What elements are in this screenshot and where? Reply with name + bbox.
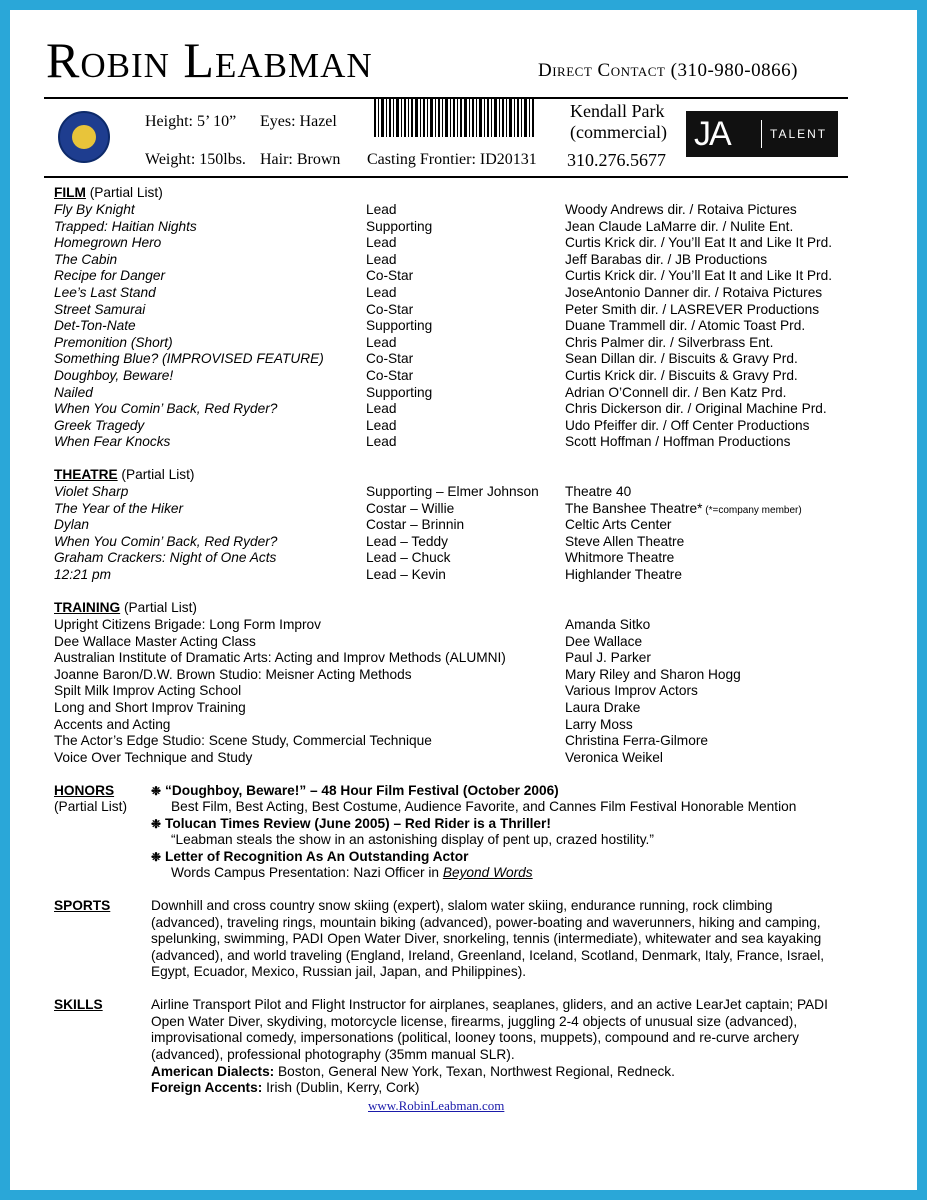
- film-credit: Jean Claude LaMarre dir. / Nulite Ent.: [565, 218, 794, 234]
- film-role: Lead: [366, 334, 397, 350]
- training-course: The Actor’s Edge Studio: Scene Study, Commercial Technique: [54, 733, 432, 749]
- agency-type: (commercial): [570, 122, 667, 142]
- training-teacher: Paul J. Parker: [565, 650, 651, 666]
- film-title: The Cabin: [54, 251, 118, 267]
- film-role: Lead: [366, 417, 397, 433]
- film-credit: Scott Hoffman / Hoffman Productions: [565, 434, 791, 450]
- theatre-role: Lead – Kevin: [366, 567, 446, 582]
- film-credit: Woody Andrews dir. / Rotaiva Pictures: [565, 202, 797, 217]
- film-credit: Chris Palmer dir. / Silverbrass Ent.: [565, 334, 774, 350]
- film-credit: Duane Trammell dir. / Atomic Toast Prd.: [565, 318, 806, 334]
- film-role: Lead: [366, 285, 397, 300]
- film-title: Greek Tragedy: [54, 417, 145, 433]
- film-credit: Jeff Barabas dir. / JB Productions: [565, 251, 768, 267]
- film-title: Homegrown Hero: [54, 235, 162, 251]
- resume-name: Robin Leabman: [46, 32, 373, 88]
- eyes-stat: Eyes: Hazel: [260, 113, 337, 130]
- honor-2-detail: “Leabman steals the show in an astonishing display of pent up, crazed hostility.”: [171, 832, 654, 847]
- film-role: Co-Star: [366, 351, 414, 367]
- ja-talent-logo: JA TALENT: [686, 111, 838, 157]
- theatre-title: Graham Crackers: Night of One Acts: [54, 550, 277, 566]
- theatre-title: The Year of the Hiker: [54, 500, 184, 516]
- training-course: Voice Over Technique and Study: [54, 749, 253, 765]
- film-role: Lead: [366, 202, 397, 217]
- honor-3: ❉ Letter of Recognition As An Outstanding Actor: [151, 849, 469, 864]
- training-teacher: Laura Drake: [565, 700, 641, 715]
- film-title: When You Comin’ Back, Red Ryder?: [54, 401, 278, 417]
- venue-name: Celtic Arts Center: [565, 517, 672, 533]
- casting-id: Casting Frontier: ID20131: [367, 151, 537, 168]
- film-credit: Curtis Krick dir. / You’ll Eat It and Like It Prd.: [565, 235, 833, 251]
- film-title: Something Blue? (IMPROVISED FEATURE): [54, 351, 324, 367]
- dialects: American Dialects: Boston, General New York, Texan, Northwest Regional, Redneck.: [151, 1064, 675, 1079]
- training-course: Upright Citizens Brigade: Long Form Improv: [54, 617, 322, 632]
- training-teacher: Various Improv Actors: [565, 683, 698, 699]
- sag-seal-icon: [58, 111, 110, 163]
- film-reel-icon: ❉: [151, 817, 162, 831]
- theatre-title: Violet Sharp: [54, 484, 129, 499]
- training-heading: TRAINING (Partial List): [54, 600, 197, 615]
- training-teacher: Larry Moss: [565, 716, 633, 732]
- direct-contact: Direct Contact (310-980-0866): [538, 60, 798, 81]
- honor-3-detail: Words Campus Presentation: Nazi Officer in Beyond Words: [171, 865, 533, 880]
- film-role: Co-Star: [366, 301, 414, 317]
- sports-text: Downhill and cross country snow skiing (expert), slalom water skiing, endurance running, rock climbing (advanced), traveling rings, mountain biking (advanced), power-boating and waverunners, hiking and camping, spelunking, swimming, PADI Open Water Diver, snorkeling, tennis (intermediate), whitewater and sea kayaking (advanced), and world traveling (England, Ireland, Greenland, Iceland, Scotland, Denmark, Italy, France, Israel, Egypt, Ecuador, Mexico, Russian jail, Japan, and Philippines).: [151, 898, 825, 980]
- training-course: Australian Institute of Dramatic Arts: Acting and Improv Methods (ALUMNI): [54, 650, 506, 666]
- film-title: Street Samurai: [54, 301, 146, 317]
- theatre-title: When You Comin’ Back, Red Ryder?: [54, 533, 278, 549]
- website-link[interactable]: www.RobinLeabman.com: [368, 1098, 505, 1113]
- theatre-venue: [565, 567, 682, 586]
- film-title: Premonition (Short): [54, 334, 173, 350]
- training-course: Joanne Baron/D.W. Brown Studio: Meisner Acting Methods: [54, 666, 412, 682]
- honors-heading: HONORS: [54, 783, 115, 798]
- theatre-role: Costar – Brinnin: [366, 517, 465, 533]
- film-title: Trapped: Haitian Nights: [54, 218, 197, 234]
- film-credit: Curtis Krick dir. / Biscuits & Gravy Prd.: [565, 368, 798, 383]
- film-credit: Peter Smith dir. / LASREVER Productions: [565, 301, 820, 317]
- honors-sub: (Partial List): [54, 799, 128, 814]
- training-teacher: Dee Wallace: [565, 633, 643, 649]
- training-course: Long and Short Improv Training: [54, 700, 246, 715]
- film-credit: Udo Pfeiffer dir. / Off Center Productions: [565, 417, 810, 433]
- film-reel-icon: ❉: [151, 784, 162, 798]
- film-role: Co-Star: [366, 268, 414, 284]
- film-role: Lead: [366, 434, 397, 450]
- film-role: Supporting: [366, 218, 433, 234]
- weight-stat: Weight: 150lbs.: [145, 151, 246, 168]
- film-reel-icon: ❉: [151, 850, 162, 864]
- venue-name: Steve Allen Theatre: [565, 533, 685, 549]
- training-course: Accents and Acting: [54, 716, 171, 732]
- theatre-role: Supporting – Elmer Johnson: [366, 484, 539, 499]
- film-role: Lead: [366, 401, 397, 417]
- height-stat: Height: 5’ 10”: [145, 113, 237, 130]
- film-role: Supporting: [366, 318, 433, 334]
- honor-2: ❉ Tolucan Times Review (June 2005) – Red Rider is a Thriller!: [151, 816, 551, 831]
- film-title: When Fear Knocks: [54, 434, 171, 450]
- film-title: Lee’s Last Stand: [54, 285, 156, 300]
- film-credit: JoseAntonio Danner dir. / Rotaiva Pictures: [565, 285, 823, 300]
- accents: Foreign Accents: Irish (Dublin, Kerry, Cork): [151, 1080, 420, 1095]
- film-credit: Chris Dickerson dir. / Original Machine Prd.: [565, 401, 827, 417]
- film-role: Supporting: [366, 384, 433, 400]
- film-title: Nailed: [54, 384, 93, 400]
- venue-name: The Banshee Theatre*: [565, 500, 703, 516]
- film-title: Doughboy, Beware!: [54, 368, 174, 383]
- theatre-title: 12:21 pm: [54, 567, 112, 582]
- hair-stat: Hair: Brown: [260, 151, 341, 168]
- sports-heading: SPORTS: [54, 898, 111, 913]
- theatre-title: Dylan: [54, 517, 89, 533]
- film-heading: FILM (Partial List): [54, 185, 163, 200]
- barcode-icon: [374, 99, 534, 137]
- header-bottom-rule: [44, 176, 848, 178]
- film-role: Lead: [366, 235, 397, 251]
- agency-name: Kendall Park: [570, 101, 665, 121]
- training-teacher: Christina Ferra-Gilmore: [565, 733, 708, 749]
- film-credit: Sean Dillan dir. / Biscuits & Gravy Prd.: [565, 351, 798, 367]
- film-role: Lead: [366, 251, 397, 267]
- venue-name: Theatre 40: [565, 484, 632, 499]
- skills-heading: SKILLS: [54, 997, 103, 1012]
- training-teacher: Veronica Weikel: [565, 749, 663, 765]
- honor-1-detail: Best Film, Best Acting, Best Costume, Audience Favorite, and Cannes Film Festival Honorable Mention: [171, 799, 797, 814]
- venue-name: Whitmore Theatre: [565, 550, 675, 566]
- film-credit: Adrian O’Connell dir. / Ben Katz Prd.: [565, 384, 787, 400]
- film-title: Fly By Knight: [54, 202, 135, 217]
- skills-text: Airline Transport Pilot and Flight Instructor for airplanes, seaplanes, gliders, and an active LearJet captain; PADI Open Water Diver, skydiving, motorcycle license, firearms, juggling 2-4 objects of unusual size (advanced), improvisational comedy, impersonations (political, looney toons, muppets), compound and re-curve archery (advanced), professional photography (35mm manual SLR).: [151, 997, 828, 1062]
- theatre-role: Costar – Willie: [366, 500, 455, 516]
- film-title: Recipe for Danger: [54, 268, 166, 284]
- agency-phone: 310.276.5677: [567, 150, 666, 170]
- venue-note: (*=company member): [702, 504, 802, 516]
- film-title: Det-Ton-Nate: [54, 318, 136, 334]
- theatre-heading: THEATRE (Partial List): [54, 467, 195, 482]
- training-teacher: Amanda Sitko: [565, 617, 651, 632]
- venue-name: Highlander Theatre: [565, 567, 682, 582]
- theatre-role: Lead – Chuck: [366, 550, 451, 566]
- training-course: Dee Wallace Master Acting Class: [54, 633, 256, 649]
- training-teacher: Mary Riley and Sharon Hogg: [565, 666, 741, 682]
- honor-1: ❉ “Doughboy, Beware!” – 48 Hour Film Festival (October 2006): [151, 783, 559, 798]
- film-role: Co-Star: [366, 368, 414, 383]
- training-course: Spilt Milk Improv Acting School: [54, 683, 242, 699]
- theatre-role: Lead – Teddy: [366, 533, 448, 549]
- film-credit: Curtis Krick dir. / You’ll Eat It and Like It Prd.: [565, 268, 833, 284]
